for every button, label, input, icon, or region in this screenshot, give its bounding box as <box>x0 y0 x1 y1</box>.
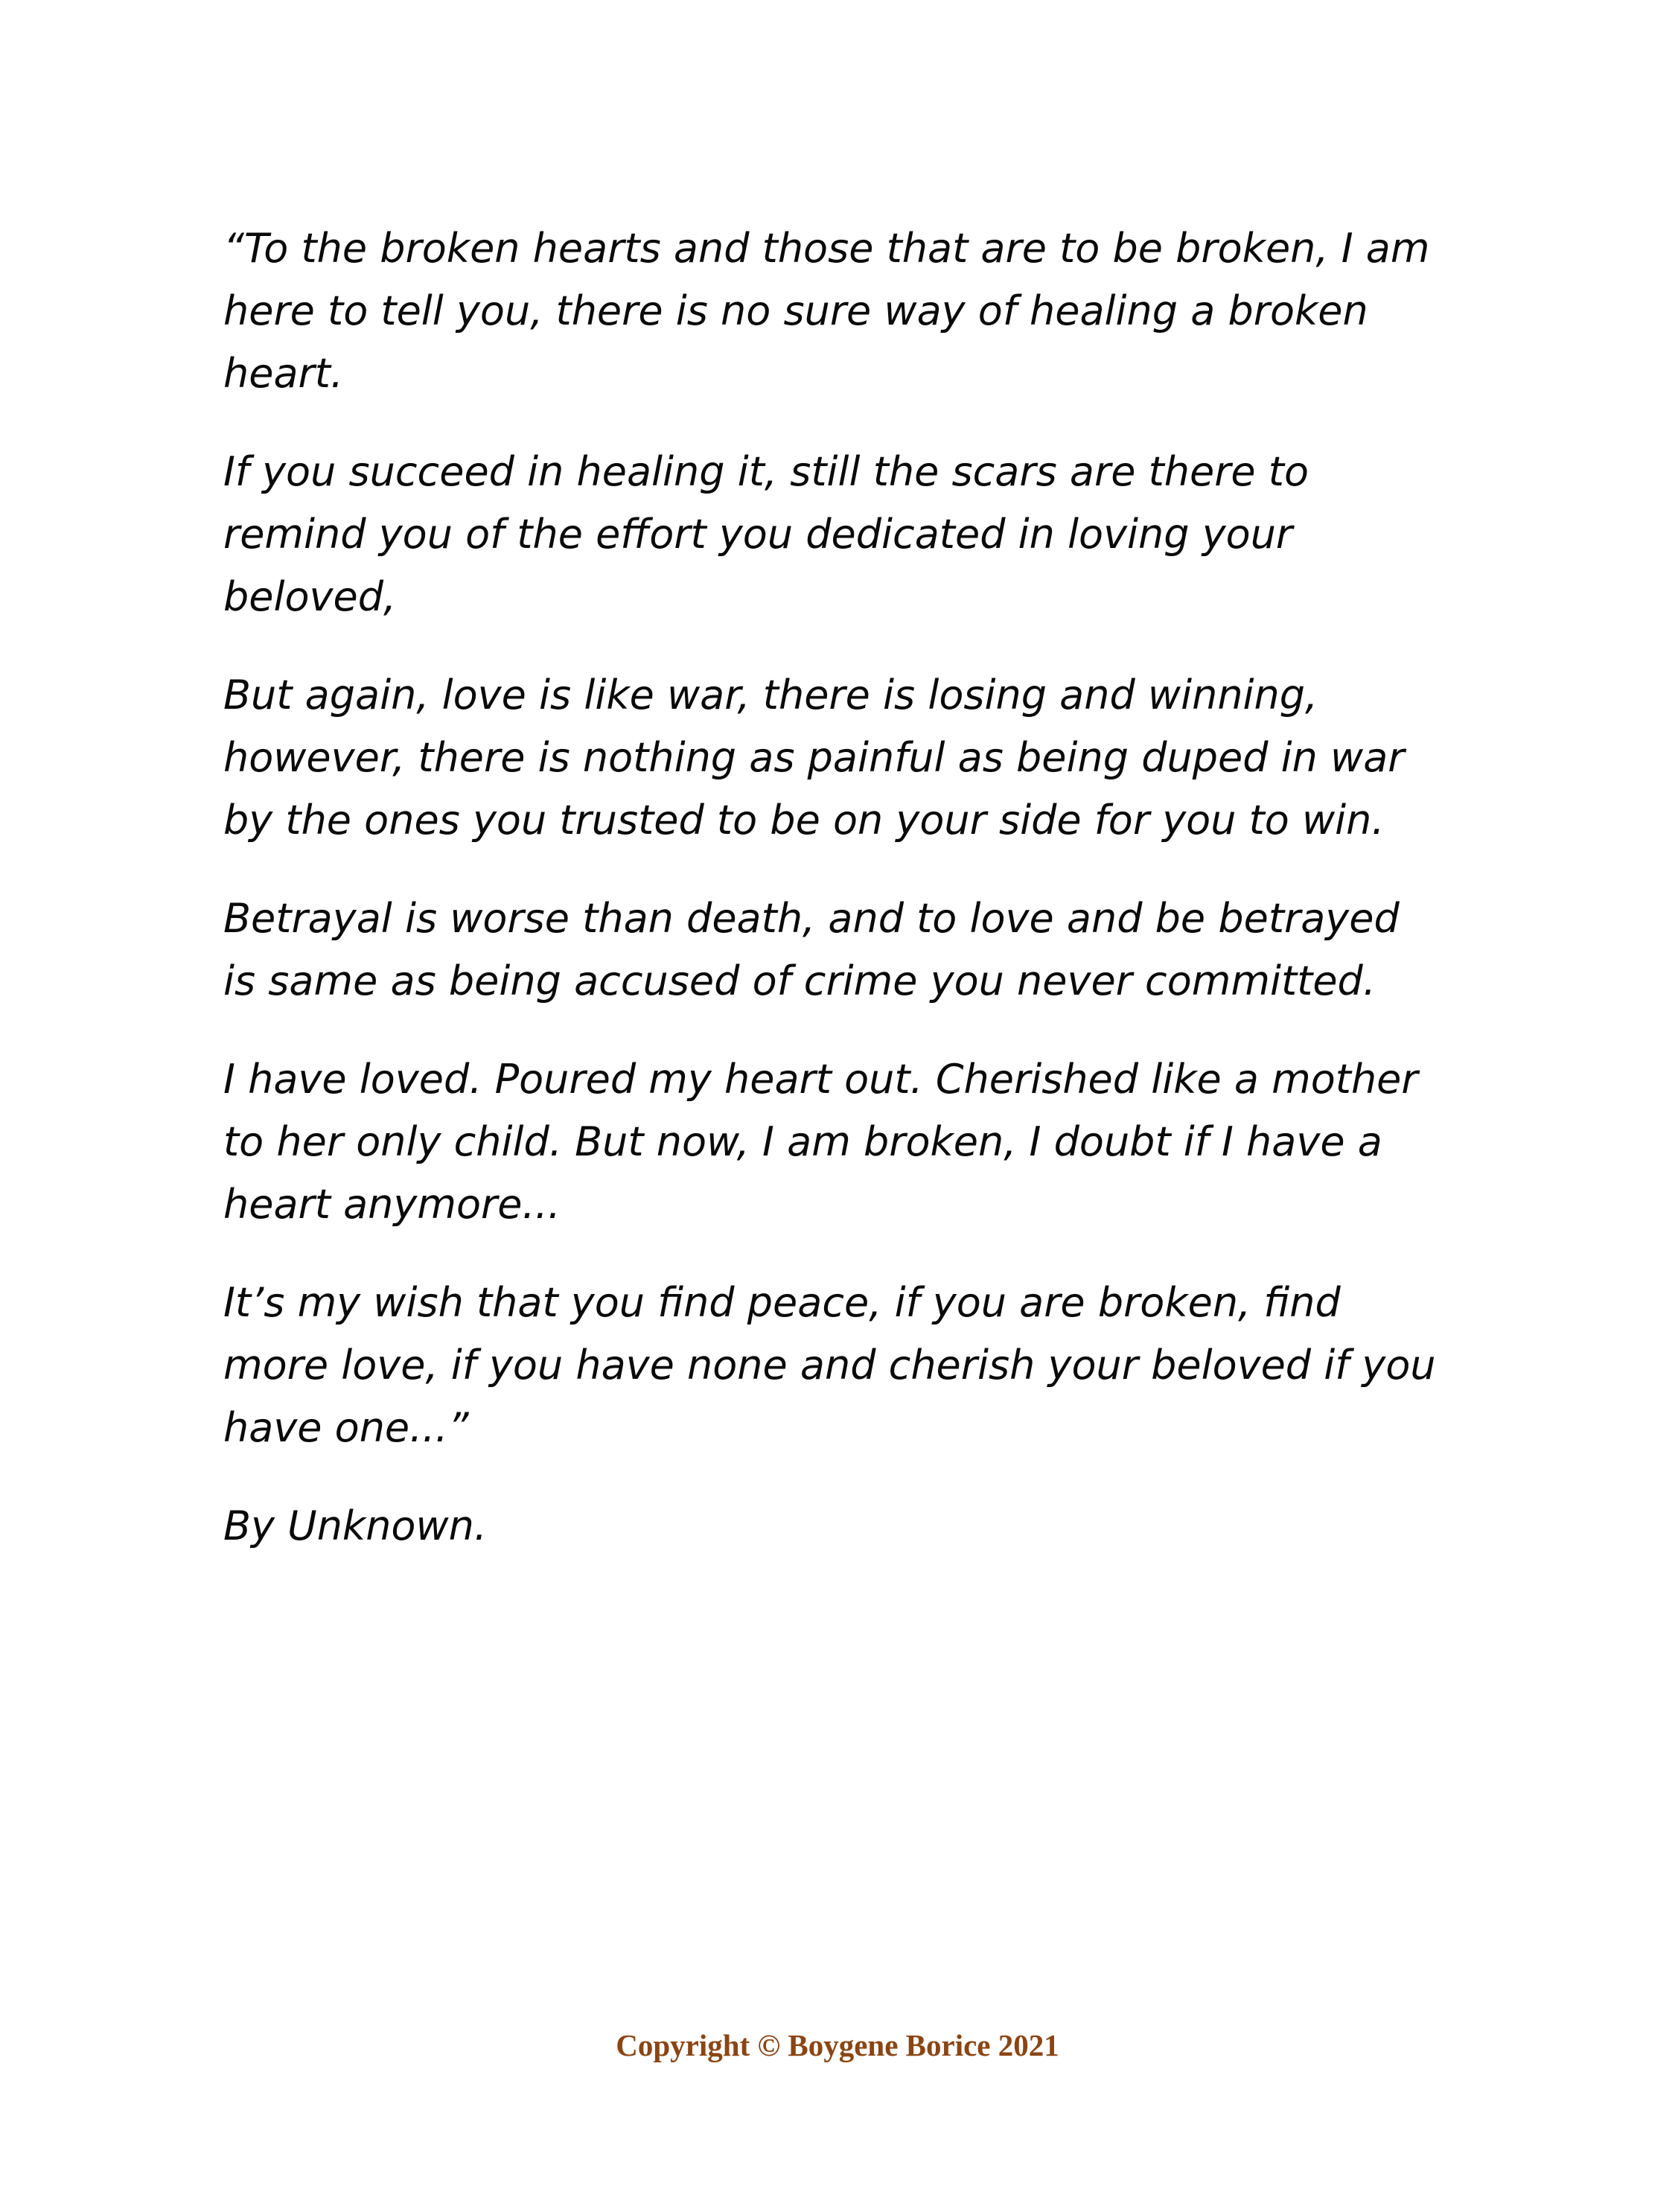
text-line: Betrayal is worse than death, and to love and be betrayed <box>223 895 1400 942</box>
paragraph <box>223 664 1474 852</box>
text-line: I have loved. Poured my heart out. Cherished like a mother <box>223 1056 1418 1103</box>
text-line: to her only child. But now, I am broken, I doubt if I have a <box>223 1118 1382 1165</box>
text-line: have one...” <box>223 1404 469 1451</box>
paragraph <box>223 441 1474 628</box>
paragraph <box>223 887 1474 1013</box>
text-line: If you succeed in healing it, still the scars are there to <box>223 448 1309 495</box>
text-line: more love, if you have none and cherish your beloved if you <box>223 1342 1436 1389</box>
paragraph <box>223 1048 1474 1236</box>
copyright-footer <box>0 2027 1675 2064</box>
text-line: heart anymore... <box>223 1181 561 1228</box>
paragraph <box>223 1272 1474 1459</box>
paragraph <box>223 217 1474 405</box>
text-line: remind you of the effort you dedicated in loving your <box>223 511 1293 558</box>
text-line: beloved, <box>223 573 397 620</box>
text-line: here to tell you, there is no sure way of healing a broken <box>223 287 1368 334</box>
text-line: by the ones you trusted to be on your side for you to win. <box>223 797 1385 844</box>
text-line: “To the broken hearts and those that are to be broken, I am <box>223 225 1430 272</box>
text-line: however, there is nothing as painful as being duped in war <box>223 734 1405 781</box>
text-line: is same as being accused of crime you never committed. <box>223 957 1376 1004</box>
text-line: But again, love is like war, there is losing and winning, <box>223 672 1318 718</box>
attribution: By Unknown. <box>223 1502 488 1549</box>
copyright-text: Copyright © Boygene Borice 2021 <box>616 2028 1059 2062</box>
text-line: It’s my wish that you find peace, if you are broken, find <box>223 1279 1341 1326</box>
quote-body <box>223 217 1474 1558</box>
text-line: heart. <box>223 350 344 397</box>
